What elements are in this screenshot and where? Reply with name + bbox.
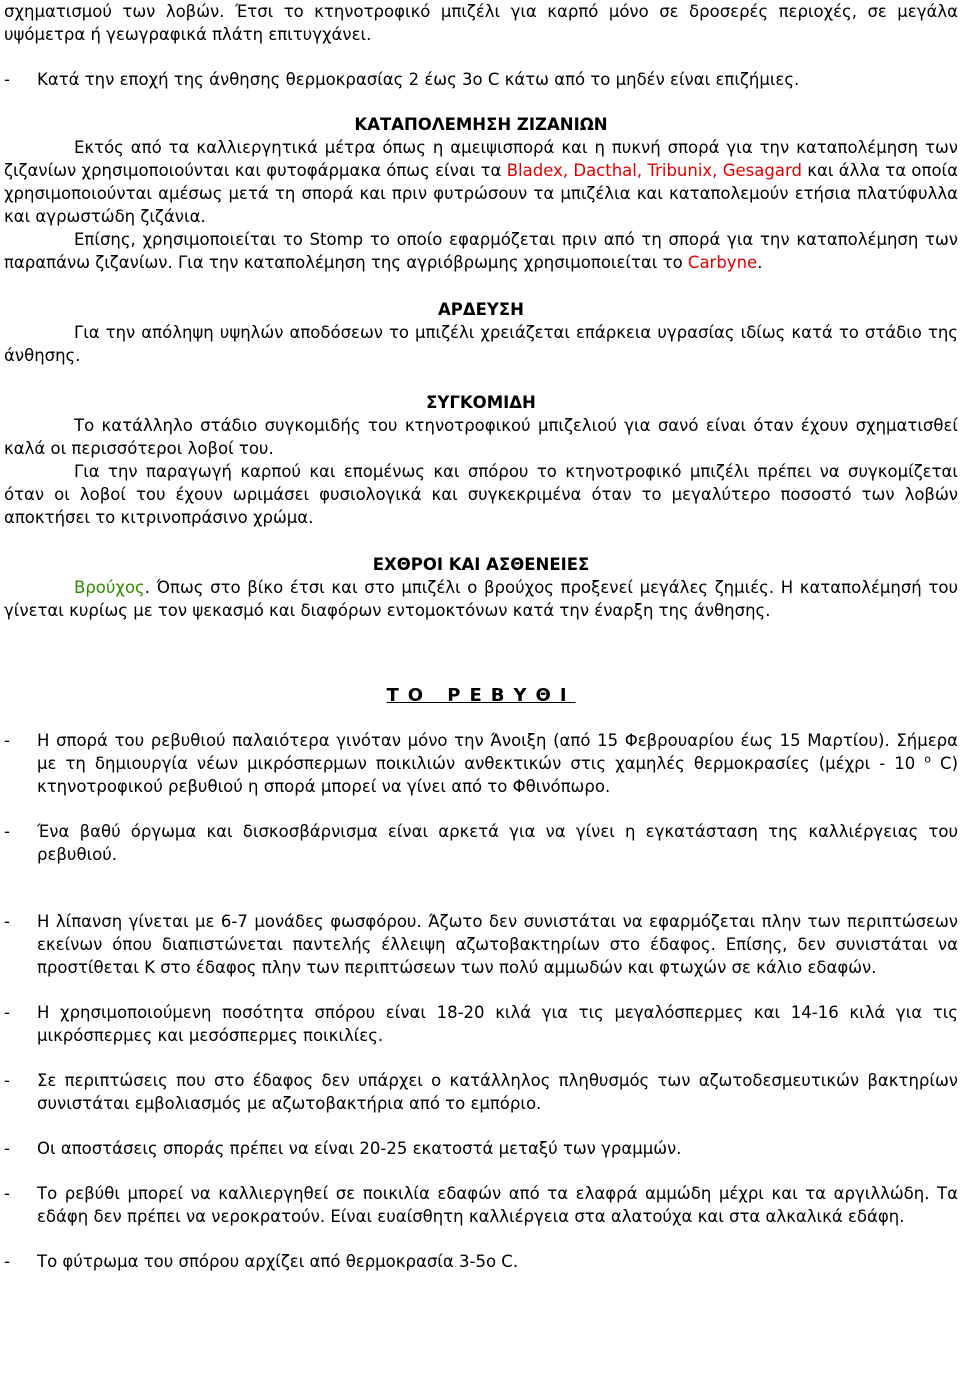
weed-paragraph-1	[4, 136, 958, 228]
herbicide-names: Bladex, Dacthal, Tribunix, Gesagard	[506, 161, 802, 180]
bullet-dash: -	[4, 1252, 10, 1271]
bullet-text: Η λίπανση γίνεται με 6-7 μονάδες φωσφόρου. Άζωτο δεν συνιστάται να εφαρμόζεται πλην των περιπτώσεων εκείνων όπου διαπιστώνεται παντελής έλλειψη αζωτοβακτηρίων στο έδαφος. Επίσης, δεν συνιστάται να προστίθεται Κ στο έδαφος πλην των περιπτώσεων των πολύ αμμωδών και φτωχών σε κάλιο εδαφών.	[37, 912, 958, 977]
weed-p2-text: Επίσης, χρησιμοποιείται το Stomp το οποίο εφαρμόζεται πριν από τη σπορά για την καταπολέμηση των παραπάνω ζιζανίων. Για την καταπολέμηση της αγριόβρωμης χρησιμοποιείται το	[4, 230, 958, 272]
chickpea-bullet-3	[4, 910, 958, 979]
weed-p1-text-end: και άλλα τα οποία χρησιμοποιούνται αμέσως μετά τη σπορά και πριν φυτρώσουν τα μπιζέλια και καταπολεμούν ετήσια πλατύφυλλα και αγρωστώδη ζιζάνια.	[4, 161, 959, 226]
intro-paragraph: σχηματισμού των λοβών. Έτσι το κτηνοτροφικό μπιζέλι για καρπό μόνο σε δροσερές περιοχές, σε μεγάλα υψόμετρα ή γεωγραφικά πλάτη επιτυγχάνει.	[4, 2, 958, 44]
bullet-dash: -	[4, 912, 10, 931]
pests-text: . Όπως στο βίκο έτσι και στο μπιζέλι ο βρούχος προξενεί μεγάλες ζημιές. Η καταπολέμησή του γίνεται κυρίως με τον ψεκασμό και διαφόρων εντομοκτόνων κατά την έναρξη της άνθησης.	[4, 578, 958, 620]
harvest-paragraph-1: Το κατάλληλο στάδιο συγκομιδής του κτηνοτροφικού μπιζελιού για σανό είναι όταν έχουν σχηματισθεί καλά οι περισσότεροι λοβοί του.	[4, 416, 958, 458]
harvest-heading: ΣΥΓΚΟΜΙΔΗ	[426, 393, 536, 412]
chickpea-title: ΤΟ ΡΕΒΥΘΙ	[386, 685, 576, 706]
chickpea-bullet-4	[4, 1001, 958, 1047]
chickpea-bullet-5	[4, 1069, 958, 1115]
weed-control-heading: ΚΑΤΑΠΟΛΕΜΗΣΗ ΖΙΖΑΝΙΩΝ	[354, 115, 608, 134]
chickpea-bullet-7	[4, 1182, 958, 1228]
bullet-text-part: Η σπορά του ρεβυθιού παλαιότερα γινόταν μόνο την Άνοιξη (από 15 Φεβρουαρίου έως 15 Μαρτίου). Σήμερα με τη δημιουργία νέων μικρόσπερμων ποικιλιών ανθεκτικών στις χαμηλές θερμοκρασίες (μέχρι - 10	[37, 731, 958, 773]
weed-p1-text: Εκτός από τα καλλιεργητικά μέτρα όπως η αμειψισπορά και η πυκνή σπορά για την καταπολέμηση των ζιζανίων χρησιμοποιούνται και φυτοφάρμακα όπως είναι τα	[4, 138, 958, 180]
bullet-dash: -	[4, 70, 10, 89]
irrigation-heading: ΑΡΔΕΥΣΗ	[438, 300, 524, 319]
chickpea-bullet-8	[4, 1250, 958, 1273]
bullet-text-part: C) κτηνοτροφικού ρεβυθιού η σπορά μπορεί να γίνει από το Φθινόπωρο.	[37, 754, 959, 796]
bullet-text: Ένα βαθύ όργωμα και δισκοσβάρνισμα είναι αρκετά για να γίνει η εγκατάσταση της καλλιέργειας του ρεβυθιού.	[37, 822, 958, 864]
irrigation-paragraph: Για την απόληψη υψηλών αποδόσεων το μπιζέλι χρειάζεται επάρκεια υγρασίας ιδίως κατά το στάδιο της άνθησης.	[4, 323, 958, 365]
intro-bullet	[4, 68, 958, 91]
carbyne-name: Carbyne	[687, 253, 758, 272]
bullet-dash: -	[4, 1184, 10, 1203]
bullet-text: Η χρησιμοποιούμενη ποσότητα σπόρου είναι 18-20 κιλά για τις μεγαλόσπερμες και 14-16 κιλά για τις μικρόσπερμες και μεσόσπερμες ποικιλίες.	[37, 1003, 958, 1045]
degree-superscript: o	[924, 752, 931, 766]
bullet-dash: -	[4, 1003, 10, 1022]
weevil-name: Βρούχος	[74, 578, 145, 597]
pests-paragraph	[4, 576, 958, 622]
chickpea-bullet-1	[4, 729, 958, 798]
pests-heading: ΕΧΘΡΟΙ ΚΑΙ ΑΣΘΕΝΕΙΕΣ	[372, 555, 590, 574]
bullet-dash: -	[4, 822, 10, 841]
bullet-text: Σε περιπτώσεις που στο έδαφος δεν υπάρχει ο κατάλληλος πληθυσμός των αζωτοδεσμευτικών βακτηρίων συνιστάται εμβολιασμός με αζωτοβακτήρια από το εμπόριο.	[37, 1071, 958, 1113]
bullet-text	[37, 729, 958, 798]
bullet-dash: -	[4, 1071, 10, 1090]
harvest-paragraph-2: Για την παραγωγή καρπού και επομένως και σπόρου το κτηνοτροφικό μπιζέλι πρέπει να συγκομίζεται όταν οι λοβοί του έχουν ωριμάσει φυσιολογικά και συγκεκριμένα όταν το μεγαλύτερο ποσοστό των λοβών αποκτήσει το κιτρινοπράσινο χρώμα.	[4, 462, 958, 527]
bullet-text: Το ρεβύθι μπορεί να καλλιεργηθεί σε ποικιλία εδαφών από τα ελαφρά αμμώδη μέχρι και τα αργιλλώδη. Τα εδάφη δεν πρέπει να νεροκρατούν. Είναι ευαίσθητη καλλιέργεια στα αλατούχα και στα αλκαλικά εδάφη.	[37, 1184, 958, 1226]
bullet-dash: -	[4, 1139, 10, 1158]
bullet-text: Κατά την εποχή της άνθησης θερμοκρασίας 2 έως 3ο C κάτω από το μηδέν είναι επιζήμιες.	[37, 70, 800, 89]
bullet-text: Οι αποστάσεις σποράς πρέπει να είναι 20-25 εκατοστά μεταξύ των γραμμών.	[37, 1139, 682, 1158]
chickpea-bullet-6	[4, 1137, 958, 1160]
weed-paragraph-2	[4, 228, 958, 274]
bullet-dash: -	[4, 731, 10, 750]
weed-p2-text-end: .	[757, 253, 763, 272]
bullet-text: Το φύτρωμα του σπόρου αρχίζει από θερμοκρασία 3-5ο C.	[37, 1252, 519, 1271]
chickpea-bullet-2	[4, 820, 958, 866]
